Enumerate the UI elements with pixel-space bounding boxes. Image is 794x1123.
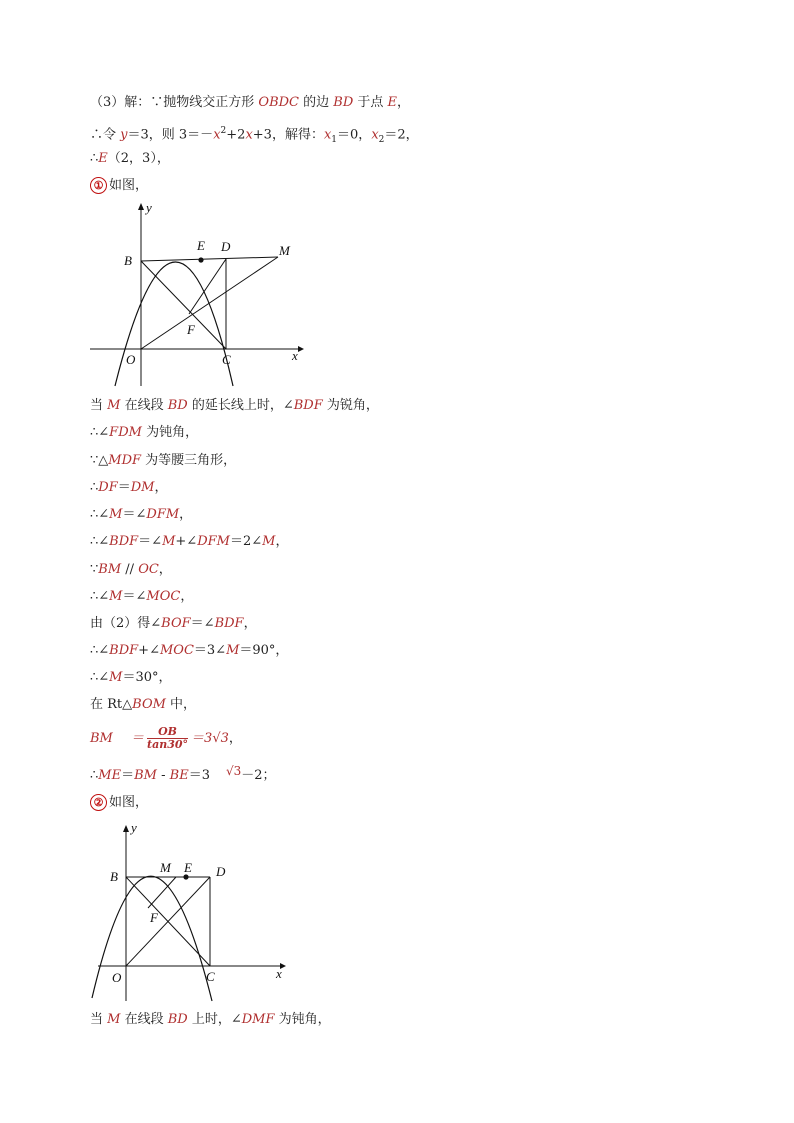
segment-FM [148, 877, 176, 908]
text: ∴ [90, 768, 99, 783]
step-line [90, 479, 168, 497]
var: BD [167, 1012, 188, 1027]
text: 在线段 [120, 1012, 168, 1027]
subscript: 1 [331, 134, 338, 145]
text: 为钝角， [141, 425, 199, 440]
text: ， [158, 562, 172, 577]
text: +3，解得： [252, 127, 324, 143]
text: ＝∠ [122, 589, 147, 604]
y-axis-arrow-icon [123, 825, 129, 832]
text: ＝90°， [239, 643, 289, 658]
var: M [226, 643, 240, 658]
point-E [198, 257, 203, 262]
case-number-badge: ① [90, 177, 107, 194]
label-O: O [112, 970, 122, 985]
step-line [90, 588, 193, 606]
var: MOC [146, 589, 181, 604]
var: MDF [108, 453, 142, 468]
text: // [121, 562, 139, 577]
text: －2； [241, 768, 276, 783]
text: （3）解：∵抛物线交正方形 [90, 95, 259, 110]
formula-line [90, 766, 276, 785]
var: BDF [109, 643, 139, 658]
text: 在 Rt△ [90, 697, 133, 712]
step-line [90, 615, 257, 633]
var: DFM [197, 534, 230, 549]
text: ＝30°， [122, 670, 172, 685]
text: ∴∠ [90, 643, 110, 658]
y-axis-arrow-icon [138, 203, 144, 210]
text: ＝3∠ [193, 643, 227, 658]
case-1-heading [90, 177, 148, 195]
text: ＝0， [337, 127, 372, 143]
text: 上时，∠ [187, 1012, 242, 1027]
label-C: C [222, 352, 231, 367]
text: ＝2∠ [229, 534, 263, 549]
label-M: M [279, 243, 290, 258]
exponent: 2 [220, 126, 227, 136]
var: BD [167, 398, 188, 413]
text: ∴∠ [90, 425, 110, 440]
var: DF [98, 480, 118, 495]
step-line [90, 424, 198, 442]
x-axis-arrow-icon [298, 346, 304, 352]
step-line [90, 452, 236, 470]
figure-2-diagram [88, 818, 298, 1003]
label-y: y [131, 820, 137, 835]
text: （2，3）， [107, 151, 170, 166]
var: E [387, 95, 398, 110]
text: ， [180, 589, 194, 604]
label-O: O [126, 352, 136, 367]
label-E: E [184, 860, 192, 875]
label-x: x [292, 348, 298, 363]
label-M: M [160, 860, 171, 875]
var: y [120, 127, 128, 143]
text: 的边 [299, 95, 334, 110]
text: ， [228, 731, 242, 746]
var: DM [130, 480, 155, 495]
text: 如图， [109, 178, 149, 193]
var: ME [98, 768, 122, 783]
var: M [107, 1012, 121, 1027]
denominator: tan30° [147, 738, 189, 751]
label-F: F [187, 322, 195, 337]
label-x: x [276, 966, 282, 981]
label-y: y [146, 200, 152, 215]
var: BOF [161, 616, 191, 631]
equals: ＝ [131, 731, 145, 746]
var: M [162, 534, 176, 549]
result: ＝3√3 [191, 731, 229, 746]
var: MOC [159, 643, 194, 658]
text: +∠ [175, 534, 198, 549]
var: x [213, 127, 221, 143]
text: ＝ [121, 768, 135, 783]
text: 当 [90, 1012, 108, 1027]
text: 于点 [353, 95, 388, 110]
var: M [107, 398, 121, 413]
var: BM [90, 731, 113, 746]
label-D: D [221, 239, 231, 254]
case-number-badge: ② [90, 794, 107, 811]
label-E: E [197, 238, 205, 253]
var: OBDC [258, 95, 299, 110]
text: ， [275, 534, 289, 549]
var: x [245, 127, 253, 143]
text: ∴ [90, 151, 99, 166]
text: 中， [165, 697, 197, 712]
var: DMF [241, 1012, 275, 1027]
var: BDF [214, 616, 244, 631]
var: DFM [146, 507, 180, 522]
case-2-heading [90, 794, 148, 812]
segment-OM [141, 257, 278, 349]
text: ∴ [90, 480, 99, 495]
text: ＝∠ [122, 507, 147, 522]
text: 为钝角， [274, 1012, 331, 1027]
solution-line-1 [90, 94, 410, 112]
var: x [323, 127, 332, 143]
step-line [90, 642, 288, 660]
var: M [262, 534, 276, 549]
label-B: B [124, 253, 132, 268]
text: - [156, 768, 170, 783]
text: 在线段 [120, 398, 168, 413]
text: ＝∠ [190, 616, 215, 631]
step-line [90, 533, 288, 551]
text: 由（2）得∠ [90, 616, 162, 631]
subscript: 2 [378, 134, 385, 145]
formula-line [90, 724, 242, 754]
text: ∴令 [90, 127, 121, 143]
text: +2 [226, 127, 246, 143]
var: OC [138, 562, 159, 577]
text: ， [179, 507, 193, 522]
label-C: C [206, 969, 215, 984]
var: BM [134, 768, 157, 783]
text: ， [243, 616, 257, 631]
var: BDF [293, 398, 323, 413]
numerator: OB [147, 726, 188, 739]
var: BDF [109, 534, 139, 549]
text: 当 [90, 398, 108, 413]
text: ， [154, 480, 168, 495]
text: ＝ [117, 480, 131, 495]
label-D: D [216, 864, 226, 879]
solution-line-2 [90, 122, 419, 149]
var: BOM [132, 697, 166, 712]
point-E [183, 874, 188, 879]
var: BE [169, 768, 189, 783]
text: ∵△ [90, 453, 109, 468]
step-line [90, 397, 379, 415]
text: 为锐角， [322, 398, 379, 413]
step-line [90, 669, 172, 687]
text: ∴∠ [90, 534, 110, 549]
step-line [90, 696, 196, 714]
var: BM [98, 562, 122, 577]
text: ∴∠ [90, 507, 110, 522]
var: M [109, 589, 123, 604]
step-line [90, 561, 172, 579]
text: ＝3，则 3＝－ [127, 127, 214, 143]
text: 的延长线上时，∠ [187, 398, 294, 413]
text: ＝∠ [138, 534, 163, 549]
var: M [109, 507, 123, 522]
text: 如图， [109, 795, 149, 810]
label-B: B [110, 869, 118, 884]
text: ＝3 [188, 768, 210, 783]
segment-FD [189, 259, 226, 314]
solution-line-3 [90, 150, 170, 168]
text: ∴∠ [90, 589, 110, 604]
text: ∴∠ [90, 670, 110, 685]
label-F: F [150, 910, 158, 925]
figure-1-diagram [88, 198, 308, 388]
fraction [147, 726, 188, 751]
var: x [371, 127, 379, 143]
text: +∠ [138, 643, 160, 658]
text: 为等腰三角形， [141, 453, 237, 468]
text: ＝2， [384, 127, 419, 143]
text: ， [397, 95, 411, 110]
var: E [98, 151, 108, 166]
step-line [90, 506, 192, 524]
segment-BM [141, 257, 278, 261]
text: ∵ [90, 562, 99, 577]
parabola [115, 262, 233, 386]
var: BD [333, 95, 354, 110]
segment-BC [141, 261, 226, 349]
sqrt-term: √3 [225, 764, 242, 778]
step-line [90, 1011, 331, 1029]
var: M [109, 670, 123, 685]
var: FDM [109, 425, 142, 440]
